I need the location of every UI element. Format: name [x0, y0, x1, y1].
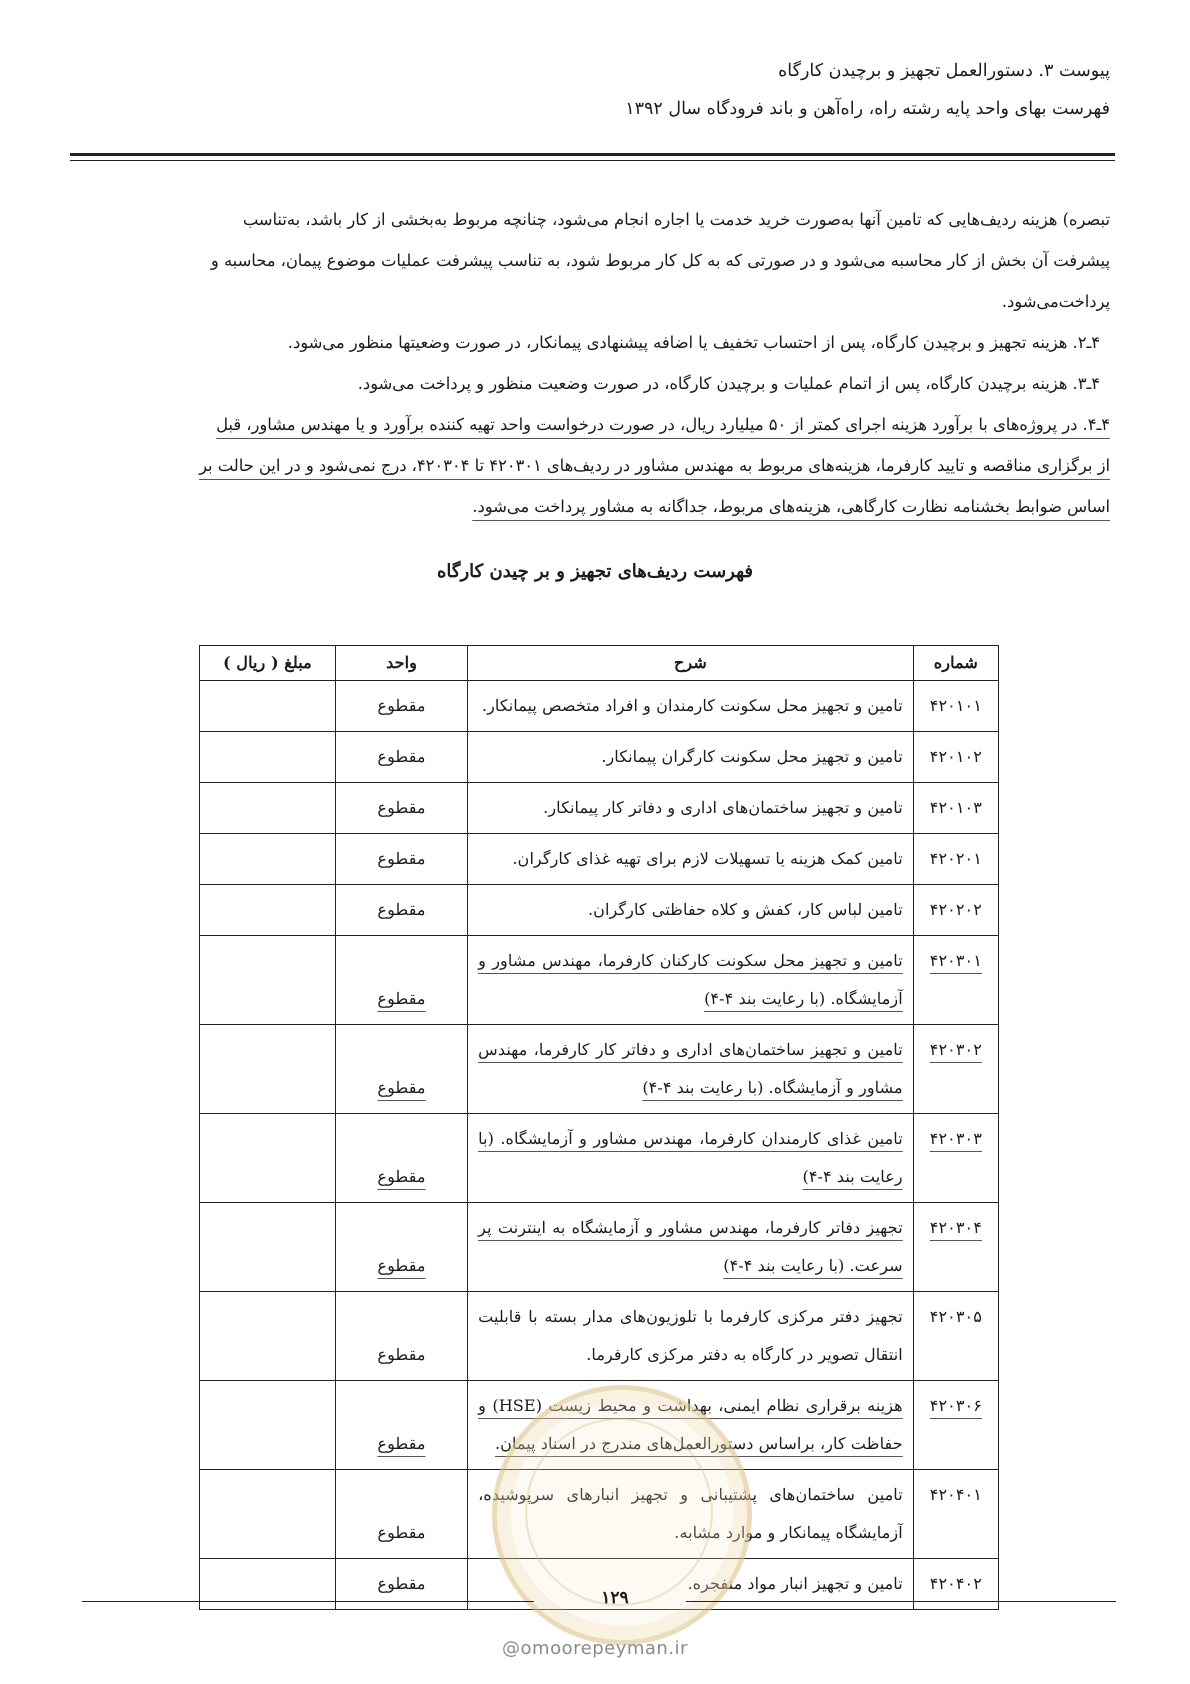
- page-number: ۱۲۹: [601, 1588, 629, 1608]
- row-description-text: تامین غذای کارمندان کارفرما، مهندس مشاور و آزمایشگاه. (با رعایت بند ۴-۴): [478, 1129, 903, 1186]
- row-number-text: ۴۲۰۳۰۵: [929, 1307, 982, 1326]
- body-text: [75, 199, 1110, 527]
- row-description: [468, 885, 914, 936]
- row-amount: [200, 681, 336, 732]
- row-unit: [335, 1114, 467, 1203]
- table-title: فهرست ردیف‌های تجهیز و بر چیدن کارگاه: [437, 561, 753, 582]
- row-unit-text: مقطوع: [377, 1574, 426, 1593]
- clause-4-3: ۴ـ۳. هزینه برچیدن کارگاه، پس از اتمام عملیات و برچیدن کارگاه، در صورت وضعیت منظور و پرداخت می‌شود.: [357, 374, 1100, 393]
- table-header-row: [200, 646, 999, 681]
- row-description: [468, 783, 914, 834]
- table-row: [200, 783, 999, 834]
- row-number-text: ۴۲۰۳۰۶: [929, 1396, 982, 1415]
- row-description: [468, 834, 914, 885]
- row-unit-text: مقطوع: [377, 989, 426, 1008]
- row-description: [468, 1114, 914, 1203]
- row-unit: [335, 834, 467, 885]
- row-unit-text: مقطوع: [377, 1523, 426, 1542]
- row-number-text: ۴۲۰۱۰۳: [929, 798, 982, 817]
- row-description: [468, 732, 914, 783]
- row-description-text: هزینه برقراری نظام ایمنی، بهداشت و محیط زیست (HSE) و حفاظت کار، براساس دستورالعمل‌های مندرج در اسناد پیمان.: [478, 1396, 903, 1453]
- row-description-text: تامین و تجهیز محل سکونت کارمندان و افراد متخصص پیمانکار.: [481, 696, 903, 715]
- row-number-text: ۴۲۰۴۰۲: [929, 1574, 982, 1593]
- row-number-text: ۴۲۰۳۰۲: [929, 1040, 982, 1059]
- row-number: [913, 834, 998, 885]
- row-amount: [200, 783, 336, 834]
- table-row: [200, 1292, 999, 1381]
- row-description-text: تامین و تجهیز انبار مواد منفجره.: [687, 1574, 903, 1593]
- row-description-text: تجهیز دفتر مرکزی کارفرما با تلوزیون‌های مدار بسته با قابلیت انتقال تصویر در کارگاه به دفتر مرکزی کارفرما.: [478, 1307, 903, 1364]
- table-row: [200, 732, 999, 783]
- row-number: [913, 783, 998, 834]
- row-unit: [335, 936, 467, 1025]
- seal-inner-ring: [525, 1418, 713, 1606]
- page-header: [80, 52, 1110, 128]
- appendix-title: پیوست ۳. دستورالعمل تجهیز و برچیدن کارگاه: [778, 61, 1110, 81]
- row-number-text: ۴۲۰۴۰۱: [929, 1485, 982, 1504]
- table-row: [200, 885, 999, 936]
- table-row: [200, 1025, 999, 1114]
- clause-4-4-line-2: از برگزاری مناقصه و تایید کارفرما، هزینه‌های مربوط به مهندس مشاور در ردیف‌های ۴۲۰۳۰۱ تا ۴۲۰۳۰۴، درج نمی‌شود و در این حالت بر: [199, 456, 1110, 475]
- row-number-text: ۴۲۰۳۰۱: [929, 951, 982, 970]
- row-number: [913, 936, 998, 1025]
- row-unit: [335, 732, 467, 783]
- row-number: [913, 1381, 998, 1470]
- row-number-text: ۴۲۰۱۰۲: [929, 747, 982, 766]
- note-line-3: پرداخت‌می‌شود.: [1001, 292, 1110, 311]
- row-number-text: ۴۲۰۲۰۱: [929, 849, 982, 868]
- row-description: [468, 1025, 914, 1114]
- note-line-2: پیشرفت آن بخش از کار محاسبه می‌شود و در صورتی که به کل کار مربوط شود، به تناسب پیشرفت عملیات موضوع پیمان، محاسبه و: [210, 251, 1110, 270]
- table-row: [200, 681, 999, 732]
- row-number: [913, 1025, 998, 1114]
- row-number: [913, 681, 998, 732]
- row-description-text: تامین و تجهیز محل سکونت کارگران پیمانکار.: [601, 747, 903, 766]
- header-description: شرح: [468, 646, 914, 681]
- row-amount: [200, 1470, 336, 1559]
- row-unit-text: مقطوع: [377, 900, 426, 919]
- table-row: [200, 936, 999, 1025]
- row-description-text: تامین و تجهیز محل سکونت کارکنان کارفرما، مهندس مشاور و آزمایشگاه. (با رعایت بند ۴-۴): [478, 951, 903, 1008]
- row-unit: [335, 1470, 467, 1559]
- row-unit: [335, 1203, 467, 1292]
- header-rule-thin: [70, 160, 1115, 161]
- header-unit: واحد: [335, 646, 467, 681]
- site-watermark: @omoorepeyman.ir: [502, 1638, 688, 1659]
- row-unit: [335, 1025, 467, 1114]
- row-description: [468, 681, 914, 732]
- row-number: [913, 1470, 998, 1559]
- table-row: [200, 1114, 999, 1203]
- footer-rule-left: [82, 1601, 534, 1602]
- row-number: [913, 1292, 998, 1381]
- footer-rule-right: [686, 1601, 1116, 1602]
- clause-4-4-line-3: اساس ضوابط بخشنامه نظارت کارگاهی، هزینه‌های مربوط، جداگانه به مشاور پرداخت می‌شود.: [472, 497, 1110, 516]
- row-amount: [200, 936, 336, 1025]
- row-amount: [200, 732, 336, 783]
- row-description-text: تامین کمک هزینه یا تسهیلات لازم برای تهیه غذای کارگران.: [512, 849, 903, 868]
- row-amount: [200, 1292, 336, 1381]
- row-amount: [200, 1114, 336, 1203]
- row-unit-text: مقطوع: [377, 798, 426, 817]
- row-unit-text: مقطوع: [377, 1167, 426, 1186]
- row-amount: [200, 1025, 336, 1114]
- row-number-text: ۴۲۰۱۰۱: [929, 696, 982, 715]
- row-amount: [200, 834, 336, 885]
- row-number: [913, 885, 998, 936]
- row-description-text: تجهیز دفاتر کارفرما، مهندس مشاور و آزمایشگاه به اینترنت پر سرعت. (با رعایت بند ۴-۴): [478, 1218, 903, 1275]
- price-list-title: فهرست بهای واحد پایه رشته راه، راه‌آهن و باند فرودگاه سال ۱۳۹۲: [625, 99, 1110, 119]
- clause-4-4-line-1: ۴ـ۴. در پروژه‌های با برآورد هزینه اجرای کمتر از ۵۰ میلیارد ریال، در صورت درخواست واحد تهیه کننده برآورد و یا مهندس مشاور، قبل: [216, 415, 1110, 434]
- row-number-text: ۴۲۰۲۰۲: [929, 900, 982, 919]
- row-number: [913, 1203, 998, 1292]
- row-description: [468, 1203, 914, 1292]
- row-description-text: تامین و تجهیز ساختمان‌های اداری و دفاتر کار پیمانکار.: [543, 798, 903, 817]
- row-unit-text: مقطوع: [377, 849, 426, 868]
- row-amount: [200, 1203, 336, 1292]
- row-amount: [200, 1381, 336, 1470]
- row-description: [468, 936, 914, 1025]
- row-unit-text: مقطوع: [377, 1078, 426, 1097]
- row-unit-text: مقطوع: [377, 696, 426, 715]
- row-number-text: ۴۲۰۳۰۴: [929, 1218, 982, 1237]
- row-unit-text: مقطوع: [377, 747, 426, 766]
- row-amount: [200, 885, 336, 936]
- row-description: [468, 1292, 914, 1381]
- header-amount: مبلغ ( ریال ): [200, 646, 336, 681]
- row-unit: [335, 885, 467, 936]
- clause-4-2: ۴ـ۲. هزینه تجهیز و برچیدن کارگاه، پس از احتساب تخفیف یا اضافه پیشنهادی پیمانکار، در صورت وضعیتها منظور می‌شود.: [287, 333, 1100, 352]
- header-rule-thick: [70, 153, 1115, 156]
- row-unit: [335, 783, 467, 834]
- row-number: [913, 732, 998, 783]
- row-unit-text: مقطوع: [377, 1345, 426, 1364]
- table-row: [200, 1203, 999, 1292]
- row-description-text: تامین ساختمان‌های پشتیبانی و تجهیز انبارهای سرپوشیده، آزمایشگاه پیمانکار و موارد مشابه.: [478, 1485, 903, 1542]
- row-unit-text: مقطوع: [377, 1256, 426, 1275]
- row-unit-text: مقطوع: [377, 1434, 426, 1453]
- row-number: [913, 1114, 998, 1203]
- row-number-text: ۴۲۰۳۰۳: [929, 1129, 982, 1148]
- table-row: [200, 834, 999, 885]
- row-description-text: تامین و تجهیز ساختمان‌های اداری و دفاتر کار کارفرما، مهندس مشاور و آزمایشگاه. (با رعایت بند ۴-۴): [478, 1040, 903, 1097]
- row-unit: [335, 1292, 467, 1381]
- row-unit: [335, 1381, 467, 1470]
- note-line-1: تبصره) هزینه ردیف‌هایی که تامین آنها به‌صورت خرید خدمت یا اجاره انجام می‌شود، چنانچه مربوط به‌بخشی از کار باشد، به‌تناسب: [242, 210, 1110, 229]
- row-unit: [335, 681, 467, 732]
- header-number: شماره: [913, 646, 998, 681]
- row-description-text: تامین لباس کار، کفش و کلاه حفاظتی کارگران.: [587, 900, 903, 919]
